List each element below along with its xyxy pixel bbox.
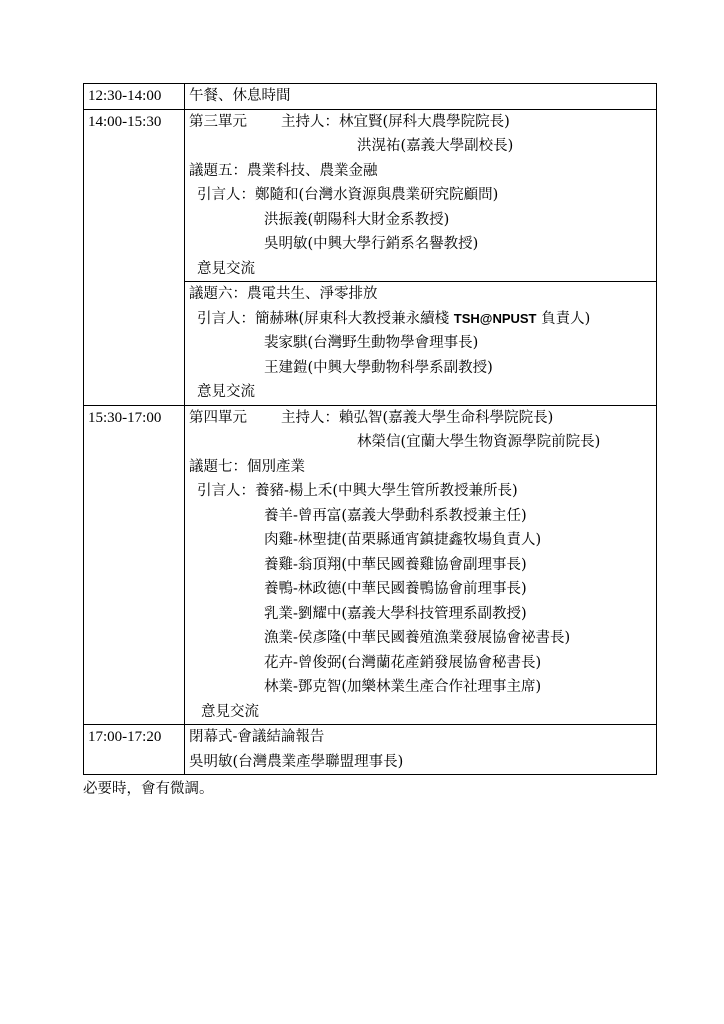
- table-row: [84, 84, 657, 110]
- speaker-name: 林業-鄧克智(加樂林業生產合作社理事主席): [264, 679, 542, 695]
- chair-name: 賴弘智(嘉義大學生命科學院院長): [339, 409, 554, 426]
- speaker-name-suffix: 負責人): [536, 310, 591, 327]
- speaker-name: 鄭隨和(台灣水資源與農業研究院顧問): [255, 187, 499, 203]
- table-row: [84, 405, 657, 725]
- lunch-break-text: 午餐、休息時間: [189, 88, 291, 104]
- chair-name: 洪滉祐(嘉義大學副校長): [357, 138, 514, 154]
- content-cell: [185, 84, 657, 110]
- chair-name: 林榮信(宜蘭大學生物資源學院前院長): [357, 434, 601, 450]
- chair-line: [189, 110, 656, 135]
- speaker-name: 養羊-曾再富(嘉義大學動科系教授兼主任): [264, 507, 527, 524]
- discussion-text: 意見交流: [197, 260, 255, 277]
- speaker-name: 養鴨-林政德(中華民國養鴨協會前理事長): [264, 581, 527, 597]
- content-cell: [185, 405, 657, 725]
- speaker-line: [189, 307, 656, 332]
- speaker-name: 乳業-劉耀中(嘉義大學科技管理系副教授): [264, 605, 527, 622]
- speaker-name: 養豬-楊上禾(中興大學生管所教授兼所長): [255, 483, 518, 499]
- chair-name: 林宜賢(屏科大農學院院長): [339, 113, 510, 130]
- agenda-table: [83, 83, 657, 775]
- chair-label: 主持人：: [281, 409, 339, 426]
- time-cell: 12:30-14:00: [84, 84, 185, 110]
- table-row: [84, 725, 657, 775]
- speaker-org-code: TSH@NPUST: [453, 310, 537, 326]
- unit-title: 第四單元: [189, 409, 247, 426]
- content-cell: [185, 282, 657, 406]
- speaker-label: 引言人：: [197, 187, 255, 203]
- discussion-text: 意見交流: [197, 384, 255, 400]
- topic-title: 議題六：農電共生、淨零排放: [189, 286, 378, 302]
- topic-title: 議題五：農業科技、農業金融: [189, 162, 378, 179]
- speaker-name: 養雞-翁頂翔(中華民國養雞協會副理事長): [264, 556, 527, 573]
- speaker-name: 肉雞-林聖捷(苗栗縣通宵鎮捷鑫牧場負責人): [264, 532, 542, 548]
- time-cell: 17:00-17:20: [84, 725, 185, 775]
- speaker-line: [189, 479, 656, 504]
- agenda-page: [83, 83, 657, 801]
- topic-title: 議題七：個別產業: [189, 458, 305, 475]
- closing-speaker: 吳明敏(台灣農業產學聯盟理事長): [189, 753, 404, 770]
- speaker-name: 花卉-曾俊弼(台灣蘭花產銷發展協會秘書長): [264, 654, 542, 671]
- speaker-line: [189, 183, 656, 208]
- speaker-name: 王建鎧(中興大學動物科學系副教授): [264, 359, 493, 376]
- time-cell: 15:30-17:00: [84, 405, 185, 725]
- closing-title: 閉幕式-會議結論報告: [189, 729, 325, 745]
- speaker-label: 引言人：: [197, 310, 255, 327]
- discussion-text: 意見交流: [201, 703, 259, 720]
- table-row: [84, 109, 657, 282]
- speaker-name: 吳明敏(中興大學行銷系名譽教授): [264, 236, 479, 252]
- unit-title: 第三單元: [189, 113, 247, 130]
- speaker-name-prefix: 簡赫琳(屏東科大教授兼永續棧: [255, 310, 454, 327]
- speaker-name: 漁業-侯彥隆(中華民國養殖漁業發展協會祕書長): [264, 630, 571, 646]
- content-cell: [185, 109, 657, 282]
- content-cell: [185, 725, 657, 775]
- chair-label: 主持人：: [281, 113, 339, 130]
- footnote: 必要時，會有微調。: [83, 781, 214, 797]
- speaker-name: 裴家騏(台灣野生動物學會理事長): [264, 335, 479, 351]
- time-cell: 14:00-15:30: [84, 109, 185, 405]
- speaker-name: 洪振義(朝陽科大財金系教授): [264, 211, 450, 228]
- speaker-label: 引言人：: [197, 483, 255, 499]
- chair-line: [189, 406, 656, 431]
